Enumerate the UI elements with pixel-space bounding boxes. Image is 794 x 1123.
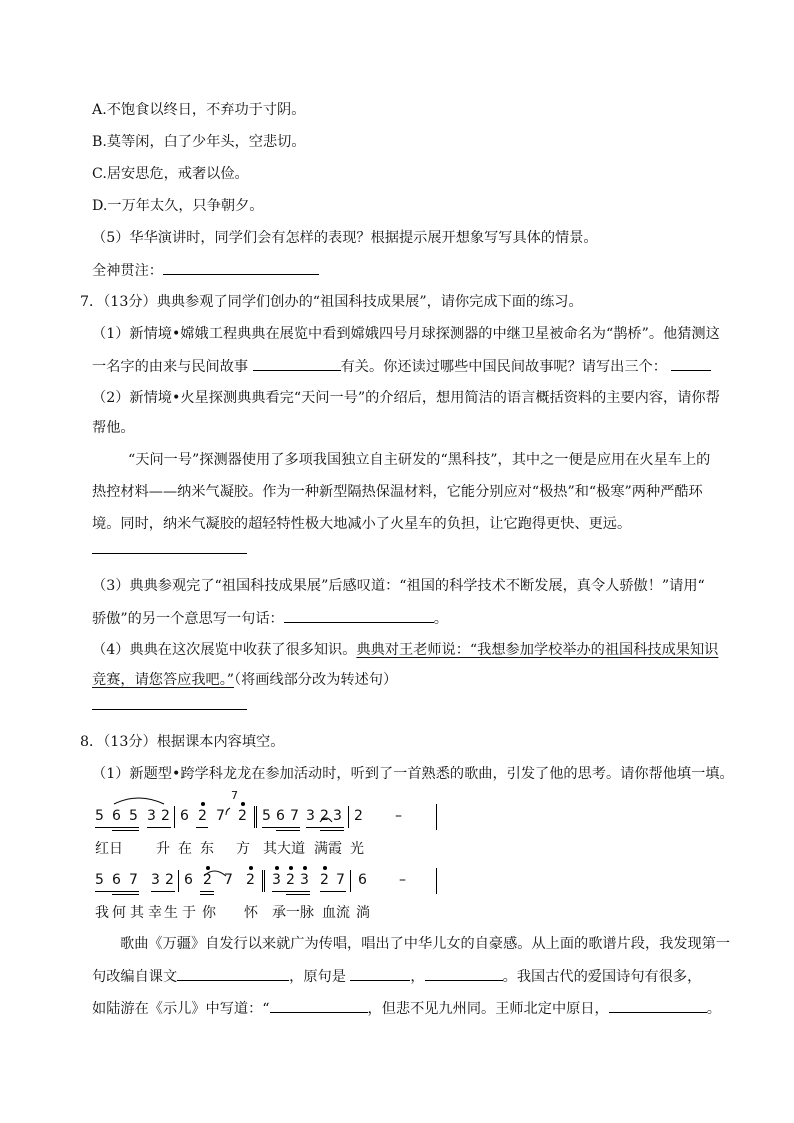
q7-part2-line1: （2）新情境•火星探测典典看完“天问一号”的介绍后，想用简洁的语言概括资料的主要内容，请你帮	[92, 390, 720, 406]
high-octave-dot	[275, 866, 279, 870]
sixteenth-underline	[276, 830, 300, 831]
bar-line	[178, 870, 179, 892]
note: 5	[262, 808, 271, 824]
lyric: 幸	[148, 905, 162, 921]
note: 3	[300, 872, 309, 888]
note: 5	[129, 808, 138, 824]
note: 2	[246, 872, 255, 888]
q7-part1-text-a: 一名字的由来与民间故事	[92, 359, 249, 375]
q7-part1-text-b: 有关。你还读过哪些中国民间故事呢？请写出三个：	[340, 359, 667, 375]
note: 3	[151, 872, 160, 888]
underlined-sentence: 典典对王老师说：“我想参加学校举办的祖国科技成果知识	[356, 642, 719, 658]
q8-part1: （1）新题型•跨学科龙龙在参加活动时，听到了一首熟悉的歌曲，引发了他的思考。请你帮他填一填。	[92, 766, 734, 782]
q8-text-d: 。我国古代的爱国诗句有很多，	[502, 969, 702, 985]
dash: –	[399, 872, 406, 888]
passage-line2: 热控材料——纳米气凝胶。作为一种新型隔热保温材料，它能分别应对“极热”和“极寒”两种严酷环	[92, 484, 703, 500]
bar-line	[436, 868, 437, 894]
option-c: C.居安思危，戒奢以俭。	[92, 166, 249, 182]
note: 2	[320, 872, 329, 888]
lyric: 在	[178, 841, 192, 857]
lyric: 光	[350, 841, 364, 857]
lyric: 生	[164, 905, 178, 921]
eighth-underline	[196, 827, 208, 828]
eighth-underline	[320, 891, 346, 892]
lyric: 淌	[356, 905, 370, 921]
answer-blank[interactable]	[671, 356, 711, 371]
eighth-underline	[95, 827, 139, 828]
lyric: 你	[202, 905, 216, 921]
note: 6	[358, 872, 367, 888]
note: 2	[203, 872, 212, 888]
q7-part4-instruction: （将画线部分改为转述句）	[234, 672, 398, 688]
q7-part3-line1: （3）典典参观完了“祖国科技成果展”后感叹道：“祖国的科学技术不断发展，真令人骄傲！”请用“	[92, 578, 705, 594]
option-b: B.莫等闲，白了少年头，空悲切。	[92, 134, 306, 150]
q7-part1-line2	[92, 356, 711, 377]
eighth-underline	[200, 891, 214, 892]
note: 7	[216, 808, 225, 824]
lyric: 其大道	[263, 841, 305, 857]
q8-heading: 8．（13分）根据课本内容填空。	[80, 734, 285, 750]
q7-heading: 7．（13分）典典参观了同学们创办的“祖国科技成果展”，请你完成下面的练习。	[80, 294, 583, 310]
answer-blank[interactable]	[425, 966, 503, 981]
lyric: 升	[156, 841, 170, 857]
note: 3	[147, 808, 156, 824]
bar-line	[348, 806, 349, 828]
answer-blank[interactable]	[270, 998, 368, 1013]
note: 2	[161, 808, 170, 824]
answer-blank[interactable]	[609, 998, 707, 1013]
lyric: 其	[130, 905, 144, 921]
note: 3	[272, 872, 281, 888]
lyric: 红日	[95, 841, 123, 857]
note: 2	[165, 872, 174, 888]
lyric: 满霞	[314, 841, 342, 857]
option-d: D.一万年太久，只争朝夕。	[92, 198, 264, 214]
sixteenth-underline	[286, 894, 310, 895]
note: 5	[95, 808, 104, 824]
note: 7	[224, 872, 233, 888]
q7-part1-line1: （1）新情境•嫦娥工程典典在展览中看到嫦娥四号月球探测器的中继卫星被命名为“鹊桥”。他猜测这	[92, 326, 720, 342]
lyric: 何	[112, 905, 126, 921]
sixteenth-underline	[112, 830, 139, 831]
eighth-underline	[306, 827, 344, 828]
answer-blank[interactable]	[350, 966, 410, 981]
grace-note: 7	[231, 789, 238, 802]
note: 2	[354, 808, 363, 824]
answer-line[interactable]	[92, 709, 247, 710]
bar-line	[174, 806, 175, 828]
q7-part4-line1	[92, 640, 718, 660]
bar-line	[262, 870, 263, 892]
answer-blank[interactable]	[163, 260, 319, 275]
q6-part5-label: 全神贯注：	[92, 263, 163, 279]
bar-line	[264, 870, 265, 892]
bar-line	[254, 806, 255, 828]
passage-line1: “天问一号”探测器使用了多项我国独立自主研发的“黑科技”，其中之一便是应用在火星车上的	[128, 452, 711, 468]
note: 5	[95, 872, 104, 888]
q8-text-f: ，但悲不见九州同。王师北定中原日，	[367, 1001, 609, 1017]
q6-part5-answer-line	[92, 260, 319, 281]
q8-paragraph-line1: 歌曲《万疆》自发行以来就广为传唱，唱出了中华儿女的自豪感。从上面的歌谱片段，我发现第一	[120, 936, 731, 952]
note: 2	[198, 808, 207, 824]
q7-part2-line2: 帮他。	[92, 420, 135, 436]
sixteenth-underline	[320, 830, 344, 831]
eighth-underline	[95, 891, 139, 892]
sixteenth-underline	[200, 894, 214, 895]
note: 6	[112, 872, 121, 888]
q8-paragraph-line3	[92, 998, 721, 1019]
q8-text-c: ，	[410, 969, 425, 985]
note: 7	[336, 872, 345, 888]
bar-line	[256, 806, 257, 828]
answer-blank[interactable]	[253, 356, 341, 371]
high-octave-dot	[201, 802, 205, 806]
note: 6	[112, 808, 121, 824]
bar-line	[350, 870, 351, 892]
q7-part3-end: 。	[433, 611, 448, 627]
q7-part4-text: （4）典典在这次展览中收获了很多知识。	[92, 642, 357, 658]
note: 3	[306, 808, 315, 824]
q7-part3-line2	[92, 608, 448, 629]
q6-part5: （5）华华演讲时，同学们会有怎样的表现？根据提示展开想象写写具体的情景。	[92, 230, 598, 246]
lyric: 方	[236, 841, 250, 857]
note: 7	[290, 808, 299, 824]
high-octave-dot	[206, 866, 210, 870]
lyric: 我	[95, 905, 109, 921]
q8-text-g: 。	[706, 1001, 721, 1017]
high-octave-dot	[289, 866, 293, 870]
answer-blank[interactable]	[284, 608, 434, 623]
lyric: 承一脉	[272, 905, 314, 921]
lyric: 东	[200, 841, 214, 857]
option-a: A.不饱食以终日，不弃功于寸阴。	[92, 102, 306, 118]
dash: –	[395, 808, 402, 824]
sixteenth-underline	[112, 894, 139, 895]
answer-blank[interactable]	[177, 966, 289, 981]
q7-part3-text: 骄傲”的另一个意思写一句话：	[92, 611, 284, 627]
note: 6	[180, 808, 189, 824]
q8-text-b: ，原句是	[289, 969, 346, 985]
bar-line	[436, 804, 437, 830]
eighth-underline	[272, 891, 310, 892]
note: 3	[333, 808, 342, 824]
high-octave-dot	[323, 866, 327, 870]
answer-line[interactable]	[92, 553, 247, 554]
q8-text-e: 如陆游在《示儿》中写道：“	[92, 1001, 270, 1017]
note: 2	[286, 872, 295, 888]
q8-text-a: 句改编自课文	[92, 969, 178, 985]
lyric: 血流	[322, 905, 350, 921]
lyric: 怀	[244, 905, 258, 921]
high-octave-dot	[241, 802, 245, 806]
passage-line3: 境。同时，纳米气凝胶的超轻特性极大地减小了火星车的负担，让它跑得更快、更远。	[92, 516, 632, 532]
underlined-sentence-end: 竞赛，请您答应我吧。”	[92, 672, 235, 688]
q7-part4-line2	[92, 670, 397, 690]
note: 2	[238, 808, 247, 824]
eighth-underline	[147, 827, 171, 828]
high-octave-dot	[303, 866, 307, 870]
lyric: 于	[182, 905, 196, 921]
eighth-underline	[151, 891, 175, 892]
q8-paragraph-line2	[92, 966, 701, 987]
note: 7	[129, 872, 138, 888]
note: 6	[184, 872, 193, 888]
high-octave-dot	[249, 866, 253, 870]
note: 6	[276, 808, 285, 824]
note: 2	[320, 808, 329, 824]
eighth-underline	[262, 827, 300, 828]
